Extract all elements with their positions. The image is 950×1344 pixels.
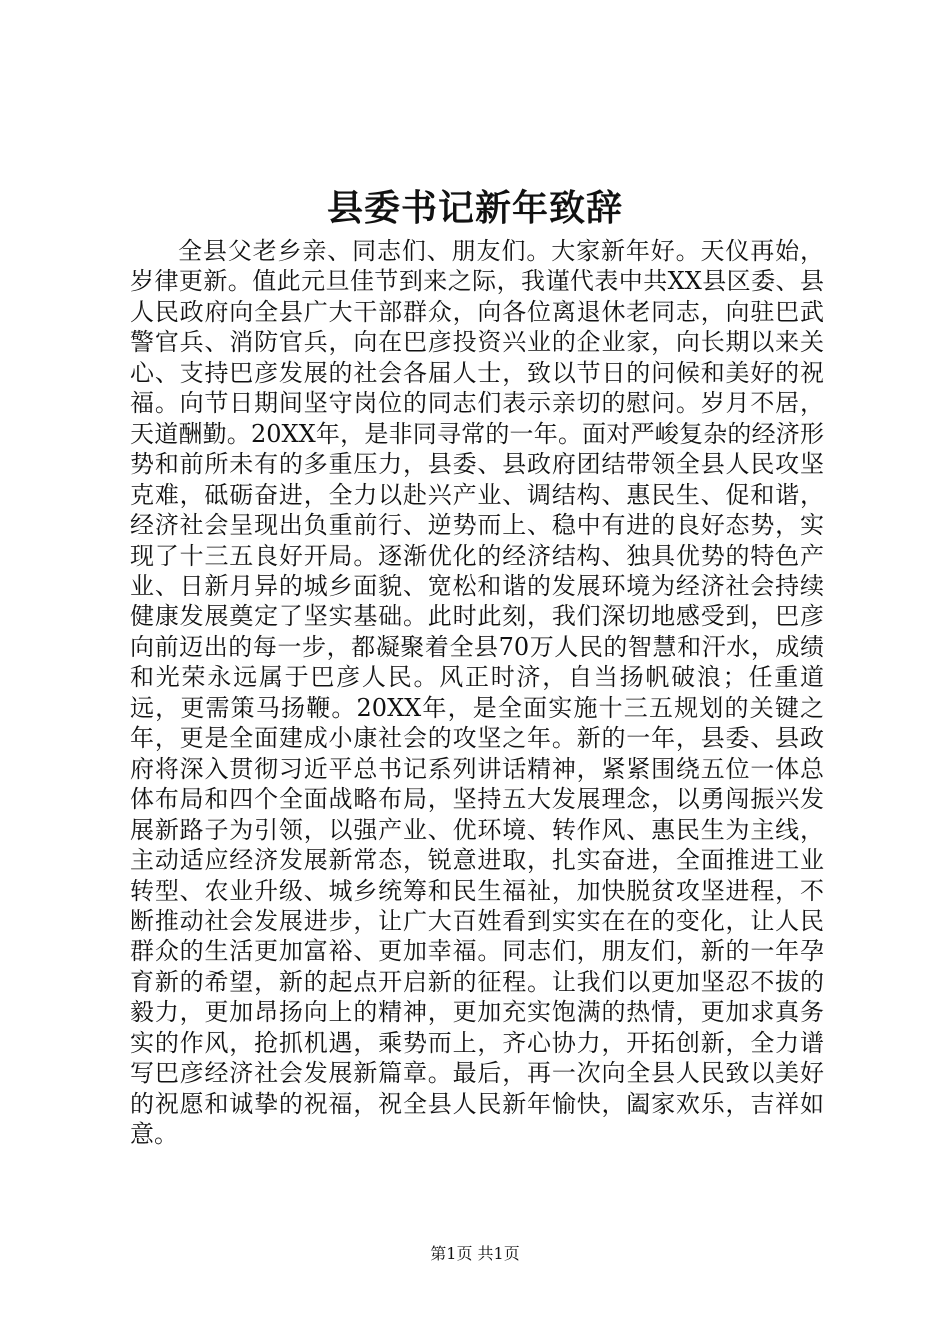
document-body-paragraph: 全县父老乡亲、同志们、朋友们。大家新年好。天仪再始，岁律更新。值此元旦佳节到来之际，我谨代表中共XX县区委、县人民政府向全县广大干部群众，向各位离退休老同志，向驻巴武警官兵、消防官兵，向在巴彦投资兴业的企业家，向长期以来关心、支持巴彦发展的社会各届人士，致以节日的问候和美好的祝福。向节日期间坚守岗位的同志们表示亲切的慰问。岁月不居，天道酬勤。20XX年，是非同寻常的一年。面对严峻复杂的经济形势和前所未有的多重压力，县委、县政府团结带领全县人民攻坚克难，砥砺奋进，全力以赴兴产业、调结构、惠民生、促和谐，经济社会呈现出负重前行、逆势而上、稳中有进的良好态势，实现了十三五良好开局。逐渐优化的经济结构、独具优势的特色产业、日新月异的城乡面貌、宽松和谐的发展环境为经济社会持续健康发展奠定了坚实基础。此时此刻，我们深切地感受到，巴彦向前迈出的每一步，都凝聚着全县70万人民的智慧和汗水，成绩和光荣永远属于巴彦人民。风正时济，自当扬帆破浪；任重道远，更需策马扬鞭。20XX年，是全面实施十三五规划的关键之年，更是全面建成小康社会的攻坚之年。新的一年，县委、县政府将深入贯彻习近平总书记系列讲话精神，紧紧围绕五位一体总体布局和四个全面战略布局，坚持五大发展理念，以勇闯振兴发展新路子为引领，以强产业、优环境、转作风、惠民生为主线，主动适应经济发展新常态，锐意进取，扎实奋进，全面推进工业转型、农业升级、城乡统筹和民生福祉，加快脱贫攻坚进程，不断推动社会发展进步，让广大百姓看到实实在在的变化，让人民群众的生活更加富裕、更加幸福。同志们，朋友们，新的一年孕育新的希望，新的起点开启新的征程。让我们以更加坚忍不拔的毅力，更加昂扬向上的精神，更加充实饱满的热情，更加求真务实的作风，抢抓机遇，乘势而上，齐心协力，开拓创新，全力谱写巴彦经济社会发展新篇章。最后，再一次向全县人民致以美好的祝愿和诚挚的祝福，祝全县人民新年愉快，阖家欢乐，吉祥如意。 [130,237,824,1149]
page-footer: 第1页 共1页 [430,1244,520,1263]
document-title: 县委书记新年致辞 [326,187,623,229]
